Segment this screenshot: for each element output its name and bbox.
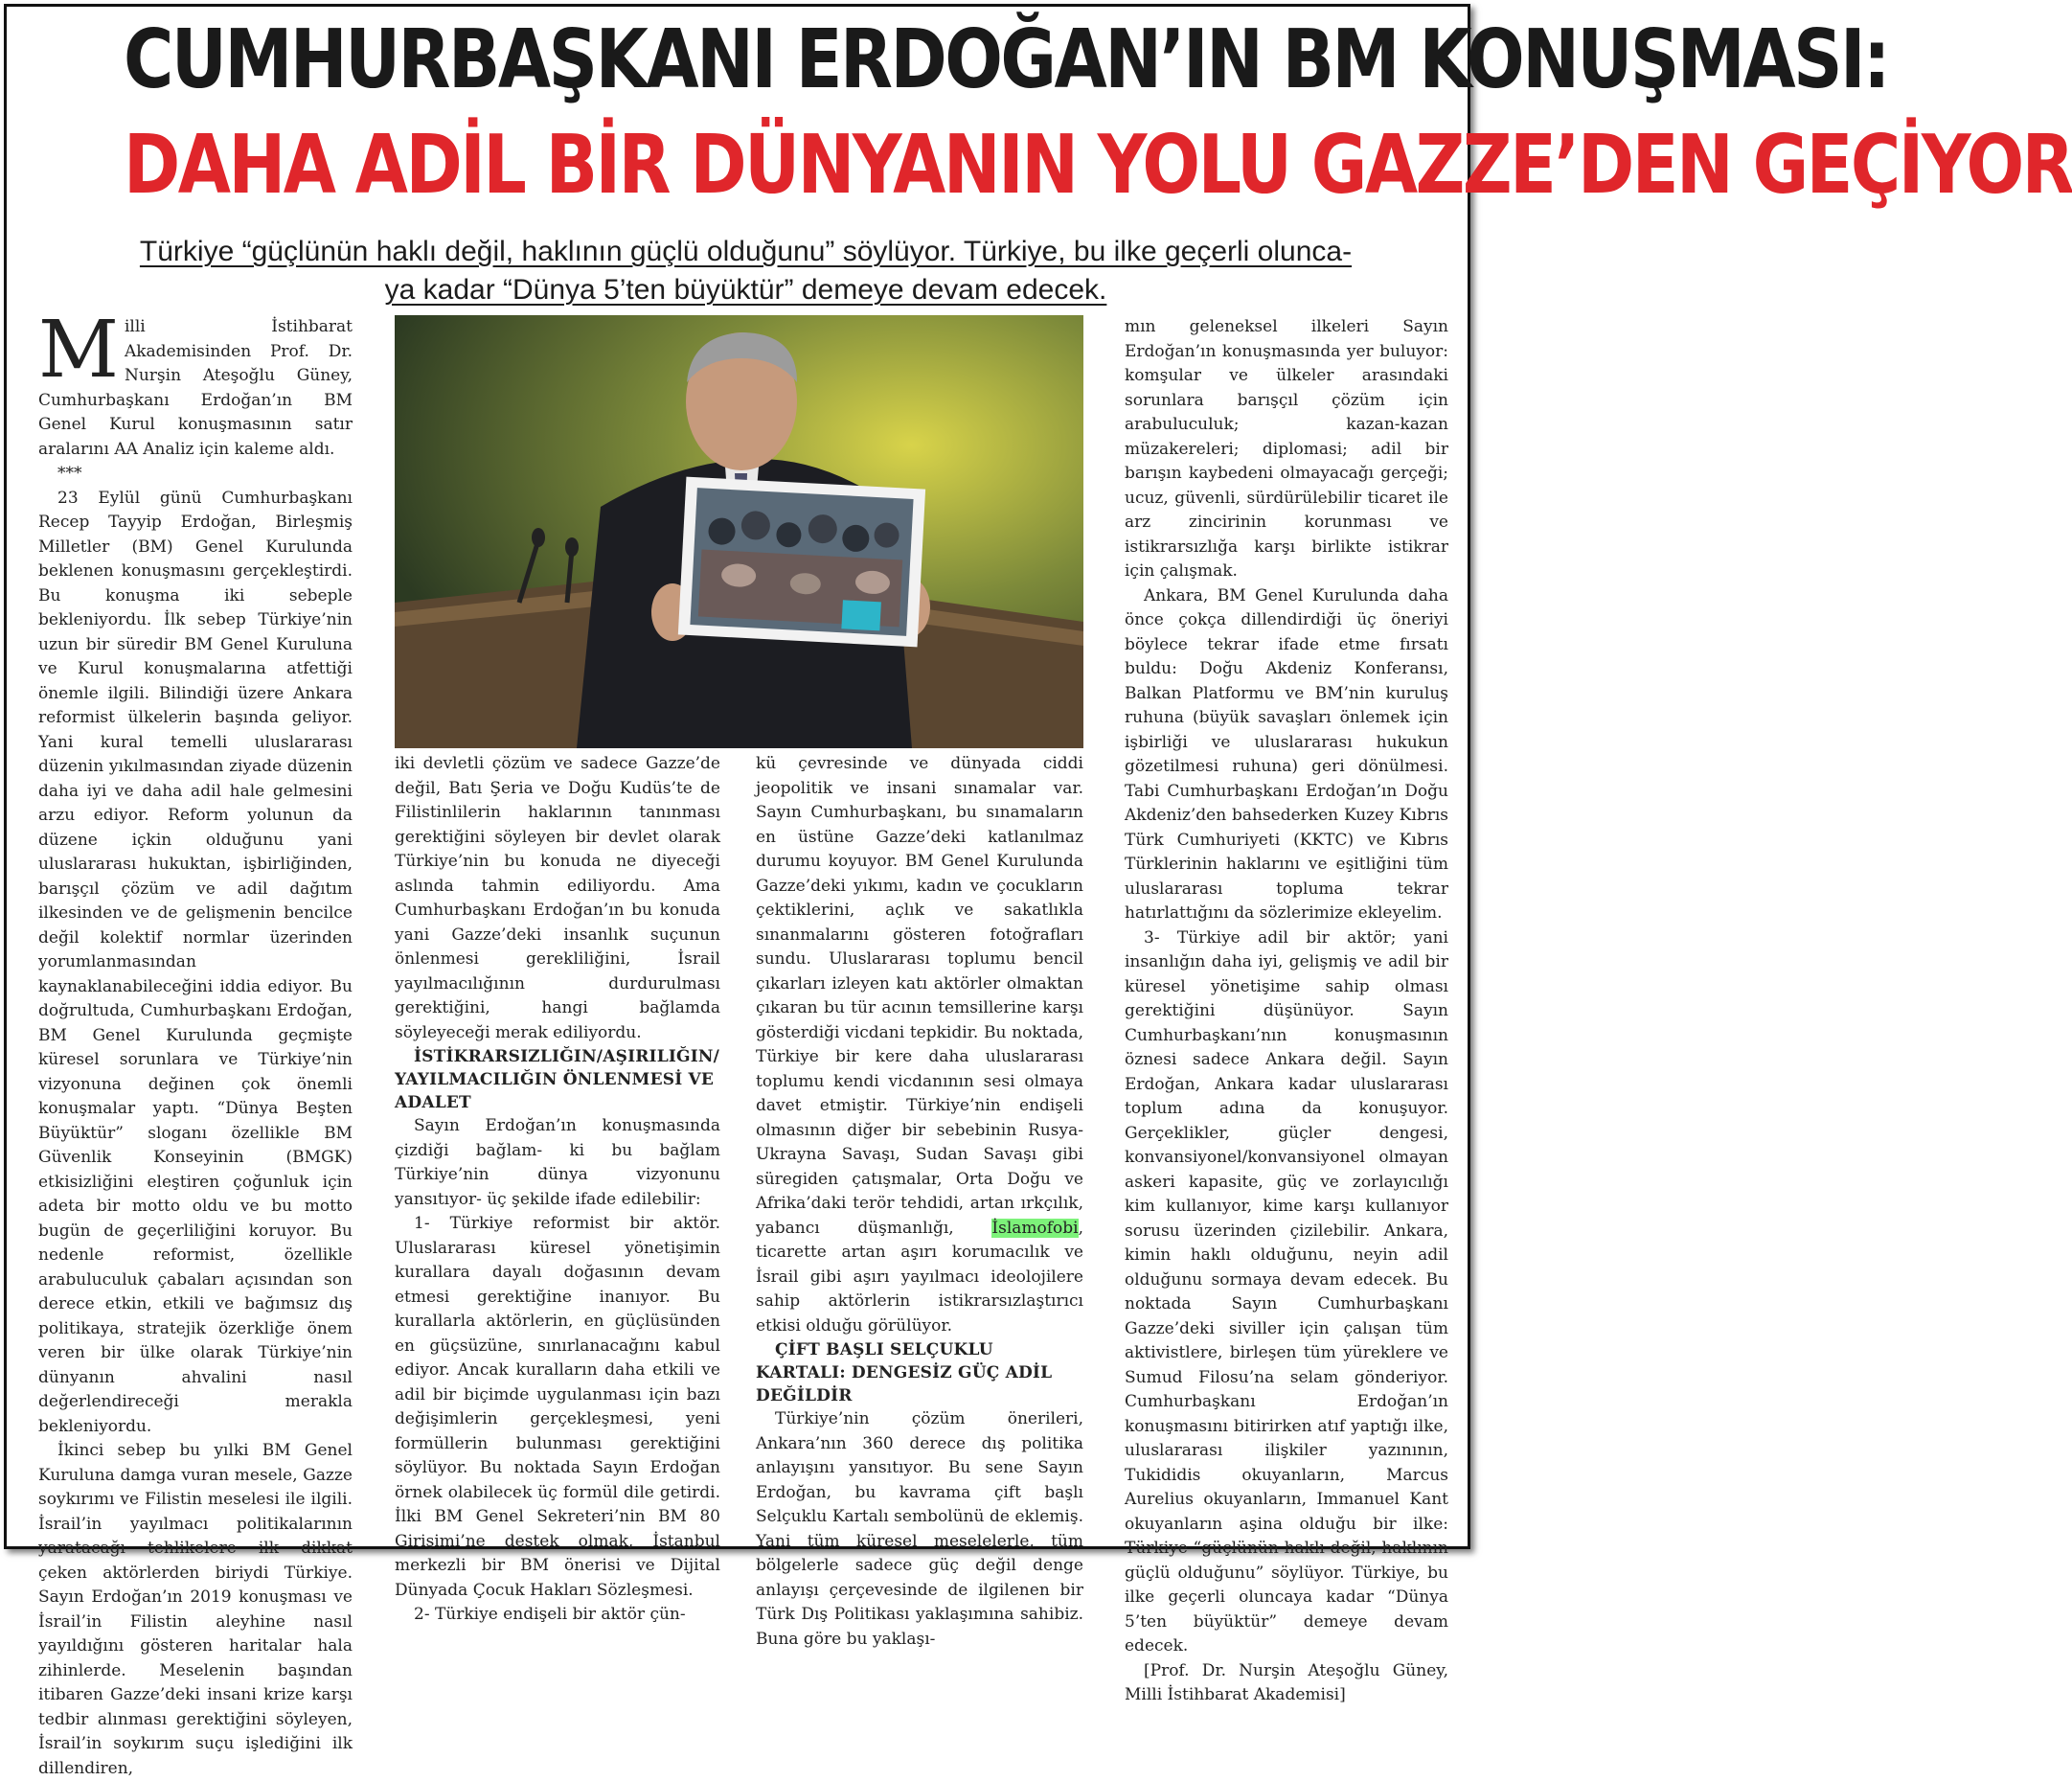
subheadline [39, 233, 1452, 309]
subheadline-line1: Türkiye “güçlünün haklı değil, haklının güçlü olduğunu” söylüyor. Türkiye, bu ilke geçerli olunca- [139, 236, 1353, 267]
headline-line2: DAHA ADİL BİR DÜNYANIN YOLU GAZZE’DEN GEÇİYOR [124, 118, 2072, 213]
article-column-3 [756, 752, 1083, 1649]
body-paragraph: Türkiye’nin çözüm önerileri, Ankara’nın 360 derece dış politika anlayışını yansıtıyor. Bu sene Sayın Erdoğan, bu kavrama çift başlı Selçuklu Kartalı sembolünü de eklemiş. Yani tüm küresel meselelerle, tüm bölgelerle sadece güç değil denge anlayışı çerçevesinde de ilgilenen bir Türk Dış Politikası yaklaşımına sahibiz. Buna göre bu yaklaşı- [756, 1409, 1083, 1649]
highlighted-term: İslamofobi [991, 1218, 1079, 1238]
section-heading: İSTİKRARSIZLIĞIN/AŞIRILIĞIN/ YAYILMACILIĞIN ÖNLENMESİ VE ADALET [395, 1047, 720, 1112]
subheadline-line2: ya kadar “Dünya 5’ten büyüktür” demeye devam edecek. [384, 274, 1107, 306]
photo-speaker-holding-picture-icon [395, 315, 1083, 748]
intro-paragraph [38, 305, 353, 462]
body-paragraph: iki devletli çözüm ve sadece Gazze’de değil, Batı Şeria ve Doğu Kudüs’te de Filistinlilerin haklarının tanınması gerektiğini söyleyen bir devlet olarak Türkiye’nin bu konuda ne diyeceği aslında tahmin ediliyordu. Ama Cumhurbaşkanı Erdoğan’ın bu konuda yani Gazze’deki insanlık suçunun önlenmesi gerekliliğini, İsrail yayılmacılığının durdurulması gerektiğini, hangi bağlamda söyleyeceği merak ediliyordu. [395, 754, 720, 1042]
body-paragraph [756, 752, 1083, 1338]
body-text: , ticarette artan aşırı korumacılık ve İsrail gibi aşırı yayılmacı ideolojilere sahip aktörlerin istikrarsızlaştırıcı etkisi olduğu görülüyor. [756, 1218, 1083, 1336]
article-photo [395, 315, 1083, 748]
article-column-1 [38, 305, 353, 1778]
body-paragraph: Ankara, BM Genel Kurulunda daha önce çokça dillendirdiği üç öneriyi böylece tekrar ifade etme fırsatı buldu: Doğu Akdeniz Konferansı, Balkan Platformu ve BM’nin kuruluş ruhuna (büyük savaşları önlemek için işbirliği ve uluslararası hukukun gözetilmesi ruhuna) geri dönülmesi. Tabi Cumhurbaşkanı Erdoğan’ın Doğu Akdeniz’den bahsederken Kuzey Kıbrıs Türk Cumhuriyeti (KKTC) ve Kıbrıs Türklerinin haklarını ve eşitliğini tüm uluslararası topluma tekrar hatırlattığını da sözlerimize ekleyelim. [1125, 585, 1448, 923]
body-text: kü çevresinde ve dünyada ciddi jeopolitik ve insani sınamalar var. Sayın Cumhurbaşkanı, bu sınamaların en üstüne Gazze’deki katlanılmaz durumu koyuyor. BM Genel Kurulunda Gazze’deki yıkımı, kadın ve çocukların çektiklerini, açlık ve sakatlıkla sınanmalarını gösteren fotoğrafları sundu. Uluslararası toplumu bencil çıkarları izleyen katı aktörler olmaktan çıkaran bu tür acının temsillerine karşı gösterdiği vicdani tepkidir. Bu noktada, Türkiye bir kere daha uluslararası toplumu kendi vicdanının sesi olmaya davet etmiştir. Türkiye’nin endişeli olmasının diğer bir sebebinin Rusya-Ukrayna Savaşı, Sudan Savaşı gibi süregiden çatışmalar, Orta Doğu ve Afrika’daki terör tehdidi, artan ırkçılık, yabancı düşmanlığı, [756, 754, 1083, 1238]
body-paragraph: 23 Eylül günü Cumhurbaşkanı Recep Tayyip Erdoğan, Birleşmiş Milletler (BM) Genel Kurulunda beklenen konuşmasını gerçekleştirdi. Bu konuşma iki sebeple bekleniyordu. İlk sebep Türkiye’nin uzun bir süredir BM Genel Kuruluna ve Kurul konuşmalarına atfettiği önemle ilgili. Bilindiği üzere Ankara reformist ülkelerin başında geliyor. Yani kural temelli uluslararası düzenin yıkılmasından ziyade düzenin daha iyi ve daha adil hale gelmesini arzu ediyor. Reform yolunun da düzene içkin olduğunu yani uluslararası hukuktan, işbirliğinden, barışçıl çözüm ve adil dağıtım ilkesinden ve de gelişmenin bencilce değil kolektif normlar üzerinden yorumlanmasından kaynaklanabileceğini iddia ediyor. Bu doğrultuda, Cumhurbaşkanı Erdoğan, BM Genel Kurulunda geçmişte küresel sorunlara ve Türkiye’nin vizyonuna değinen çok önemli konuşmalar yaptı. “Dünya Beşten Büyüktür” sloganı özellikle BM Güvenlik Konseyinin (BMGK) etkisizliğini eleştiren çoğunluk için adeta bir motto oldu ve bu motto bugün de geçerliliğini koruyor. Bu nedenle reformist, özellikle arabuluculuk çabaları açısından son derece etkin, etkili ve bağımsız dış politikaya, stratejik özerkliğe önem veren bir ülke olarak Türkiye’nin dünyanın ahvalini nasıl değerlendireceği merakla bekleniyordu. [38, 488, 353, 1436]
article-column-2 [395, 752, 720, 1624]
intro-text: illi İstihbarat Akademisinden Prof. Dr. Nurşin Ateşoğlu Güney, Cumhurbaşkanı Erdoğan’ın BM Genel Kurul konuşmasının satır aralarını AA Analiz için kaleme aldı. [38, 317, 353, 459]
headline-line1: CUMHURBAŞKANI ERDOĞAN’IN BM KONUŞMASI: [124, 12, 1889, 107]
drop-cap: M [38, 305, 119, 396]
body-paragraph: 1- Türkiye reformist bir aktör. Uluslararası küresel yönetişimin kurallara dayalı doğasının devam etmesi gerektiğine inanıyor. Bu kurallarla aktörlerin, en güçlüsünden en güçsüzüne, sınırlanacağını kabul ediyor. Ancak kuralların daha etkili ve adil bir biçimde uygulanması için bazı değişimlerin gerçekleşmesi, yeni formüllerin bulunması gerektiğini söylüyor. Bu noktada Sayın Erdoğan örnek olabilecek üç formül dile getirdi. İlki BM Genel Sekreteri’nin BM 80 Girişimi’ne destek olmak, İstanbul merkezli bir BM önerisi ve Dijital Dünyada Çocuk Hakları Sözleşmesi. [395, 1214, 720, 1600]
newspaper-clipping [4, 4, 2072, 1778]
body-paragraph: 3- Türkiye adil bir aktör; yani insanlığın daha iyi, gelişmiş ve adil bir küresel yönetişime sahip olması gerektiğini düşünüyor. Sayın Cumhurbaşkanı’nın konuşmasının öznesi sadece Ankara değil. Sayın Erdoğan, Ankara kadar uluslararası toplum adına da konuşuyor. Gerçeklikler, güçler dengesi, konvansiyonel/konvansiyonel olmayan askeri kapasite, güç ve zorlayıcılığı kim kullanıyor, kime karşı kullanıyor sorusu üzerinden çizilebilir. Ankara, kimin haklı olduğunu, neyin adil olduğunu sormaya devam edecek. Bu noktada Sayın Cumhurbaşkanı Gazze’deki siviller için çalışan tüm aktivistlere, birleşen tüm yüreklere ve Sumud Filosu’na selam gönderiyor. Cumhurbaşkanı Erdoğan’ın konuşmasını bitirirken atıf yaptığı ilke, uluslararası ilişkiler yazınının, Tukididis okuyanların, Marcus Aurelius okuyanların, Immanuel Kant okuyanların aşina olduğu bir ilke: Türkiye “güçlünün haklı değil, haklının güçlü olduğunu” söylüyor. Türkiye, bu ilke geçerli oluncaya kadar “Dünya 5’ten büyüktür” demeye devam edecek. [1125, 927, 1448, 1655]
section-heading: ÇİFT BAŞLI SELÇUKLU KARTALI: DENGESİZ GÜÇ ADİL DEĞİLDİR [756, 1340, 1053, 1405]
body-paragraph: İkinci sebep bu yılki BM Genel Kuruluna damga vuran mesele, Gazze soykırımı ve Filistin meselesi ile ilgili. İsrail’in yayılmacı politikalarının yaratacağı tehlikelere ilk dikkat çeken aktörlerden biriydi Türkiye. Sayın Erdoğan’ın 2019 konuşması ve İsrail’in Filistin aleyhine nasıl yayıldığını gösteren haritalar hala zihinlerde. Meselenin başından itibaren Gazze’deki insani krize karşı tedbir alınması gerektiğini söyleyen, İsrail’in soykırım suçu işlediğini ilk dillendiren, [38, 1441, 353, 1778]
body-paragraph: 2- Türkiye endişeli bir aktör çün- [414, 1605, 686, 1624]
body-paragraph: Sayın Erdoğan’ın konuşmasında çizdiği bağlam- ki bu bağlam Türkiye’nin dünya vizyonunu yansıtıyor- üç şekilde ifade edilebilir: [395, 1116, 720, 1209]
separator-stars: *** [57, 464, 82, 483]
body-paragraph: mın geleneksel ilkeleri Sayın Erdoğan’ın konuşmasında yer buluyor: komşular ve ülkeler arasındaki sorunlara barışçıl çözüm için arabuluculuk; kazan-kazan müzakereleri; diplomasi; adil bir barışın kaybedeni olmayacağı gerçeği; ucuz, güvenli, sürdürülebilir ticaret ile arz zincirinin korunması ve istikrarsızlığa karşı birlikte istikrar için çalışmak. [1125, 317, 1448, 581]
author-signature: [Prof. Dr. Nurşin Ateşoğlu Güney, Milli İstihbarat Akademisi] [1125, 1660, 1448, 1704]
article-column-4 [1125, 315, 1448, 1704]
